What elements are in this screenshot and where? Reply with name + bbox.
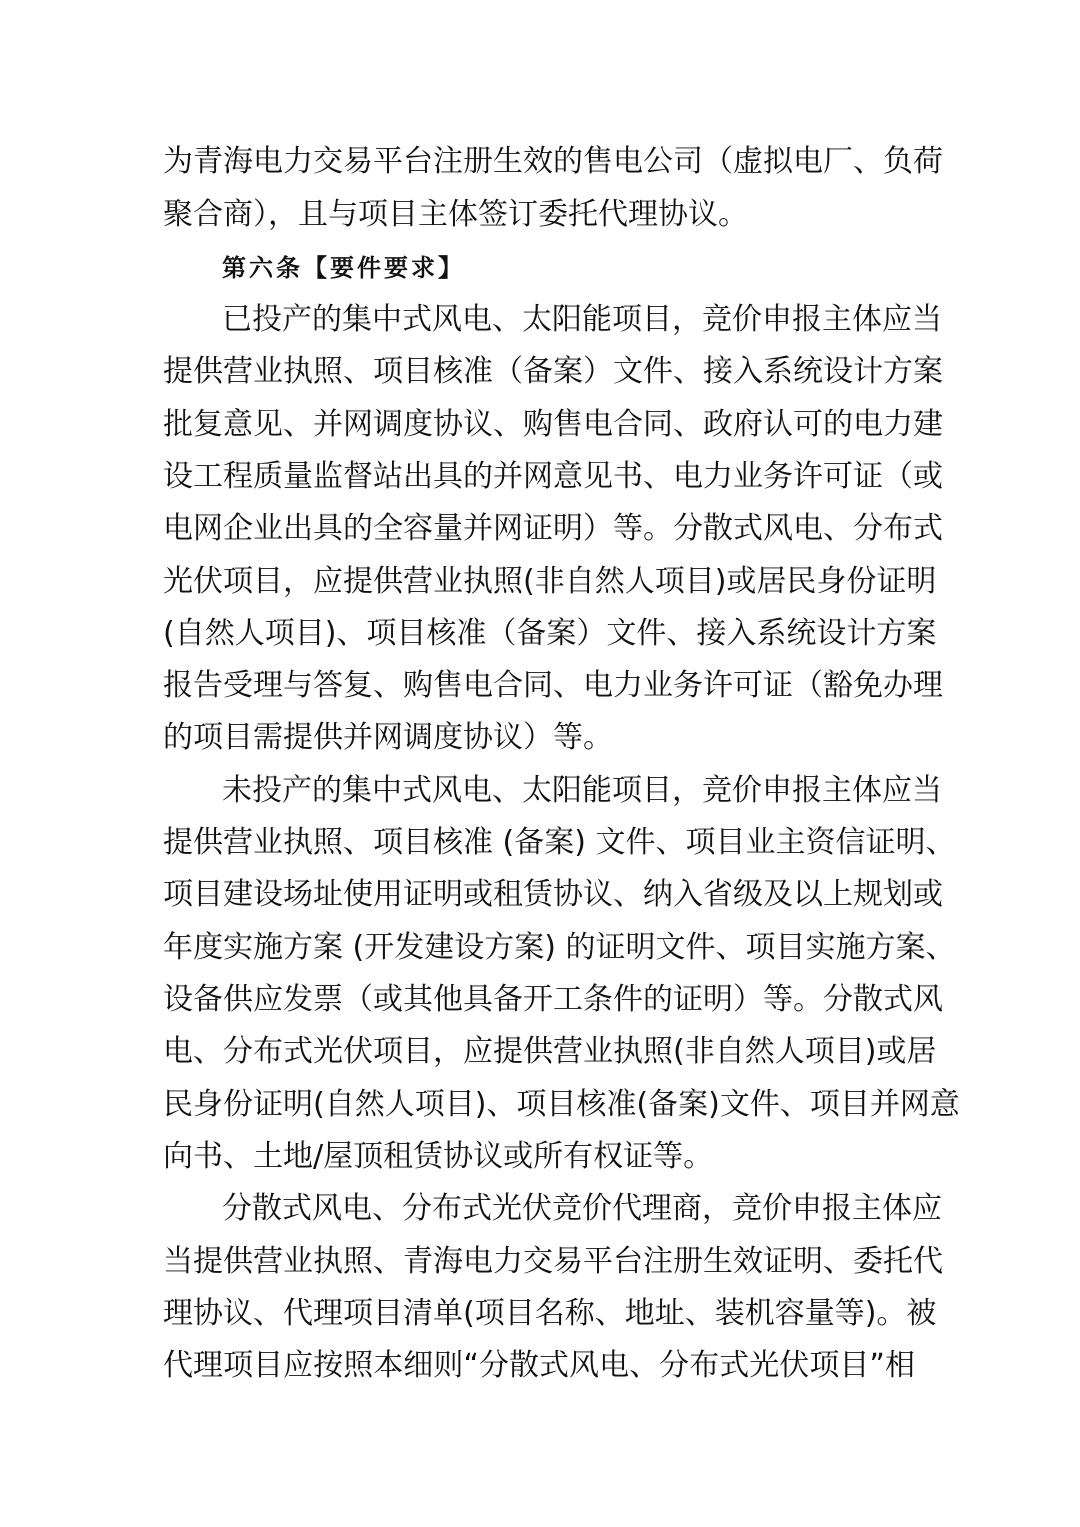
- text-line: 为青海电力交易平台注册生效的售电公司（虚拟电厂、负荷: [163, 144, 943, 179]
- text-line: 项目建设场址使用证明或租赁协议、纳入省级及以上规划或: [163, 877, 943, 912]
- text-line: 当提供营业执照、青海电力交易平台注册生效证明、委托代: [163, 1244, 943, 1279]
- article-heading: 第六条【要件要求】: [222, 253, 465, 282]
- text-line: 提供营业执照、项目核准 (备案) 文件、项目业主资信证明、: [163, 825, 956, 860]
- text-line: 设工程质量监督站出具的并网意见书、电力业务许可证（或: [163, 459, 943, 494]
- text-line: 的项目需提供并网调度协议）等。: [163, 720, 613, 755]
- text-line: 未投产的集中式风电、太阳能项目，竞价申报主体应当: [222, 773, 942, 808]
- text-line: (自然人项目)、项目核准（备案）文件、接入系统设计方案: [163, 616, 937, 651]
- text-line: 年度实施方案 (开发建设方案) 的证明文件、项目实施方案、: [163, 930, 956, 965]
- text-line: 已投产的集中式风电、太阳能项目，竞价申报主体应当: [222, 302, 942, 337]
- text-line: 分散式风电、分布式光伏竞价代理商，竞价申报主体应: [222, 1191, 942, 1226]
- text-line: 民身份证明(自然人项目)、项目核准(备案)文件、项目并网意: [163, 1087, 960, 1122]
- text-line: 电、分布式光伏项目，应提供营业执照(非自然人项目)或居: [163, 1034, 937, 1069]
- text-line: 批复意见、并网调度协议、购售电合同、政府认可的电力建: [163, 407, 943, 442]
- text-line: 报告受理与答复、购售电合同、电力业务许可证（豁免办理: [163, 668, 943, 703]
- text-line: 代理项目应按照本细则“分散式风电、分布式光伏项目”相: [163, 1348, 915, 1383]
- text-line: 提供营业执照、项目核准（备案）文件、接入系统设计方案: [163, 354, 943, 389]
- text-line: 光伏项目，应提供营业执照(非自然人项目)或居民身份证明: [163, 564, 937, 599]
- text-line: 向书、土地/屋顶租赁协议或所有权证等。: [163, 1139, 714, 1174]
- text-line: 电网企业出具的全容量并网证明）等。分散式风电、分布式: [163, 511, 943, 546]
- text-line: 聚合商），且与项目主体签订委托代理协议。: [163, 197, 748, 232]
- text-line: 设备供应发票（或其他具备开工条件的证明）等。分散式风: [163, 982, 943, 1017]
- text-line: 理协议、代理项目清单(项目名称、地址、装机容量等)。被: [163, 1296, 937, 1331]
